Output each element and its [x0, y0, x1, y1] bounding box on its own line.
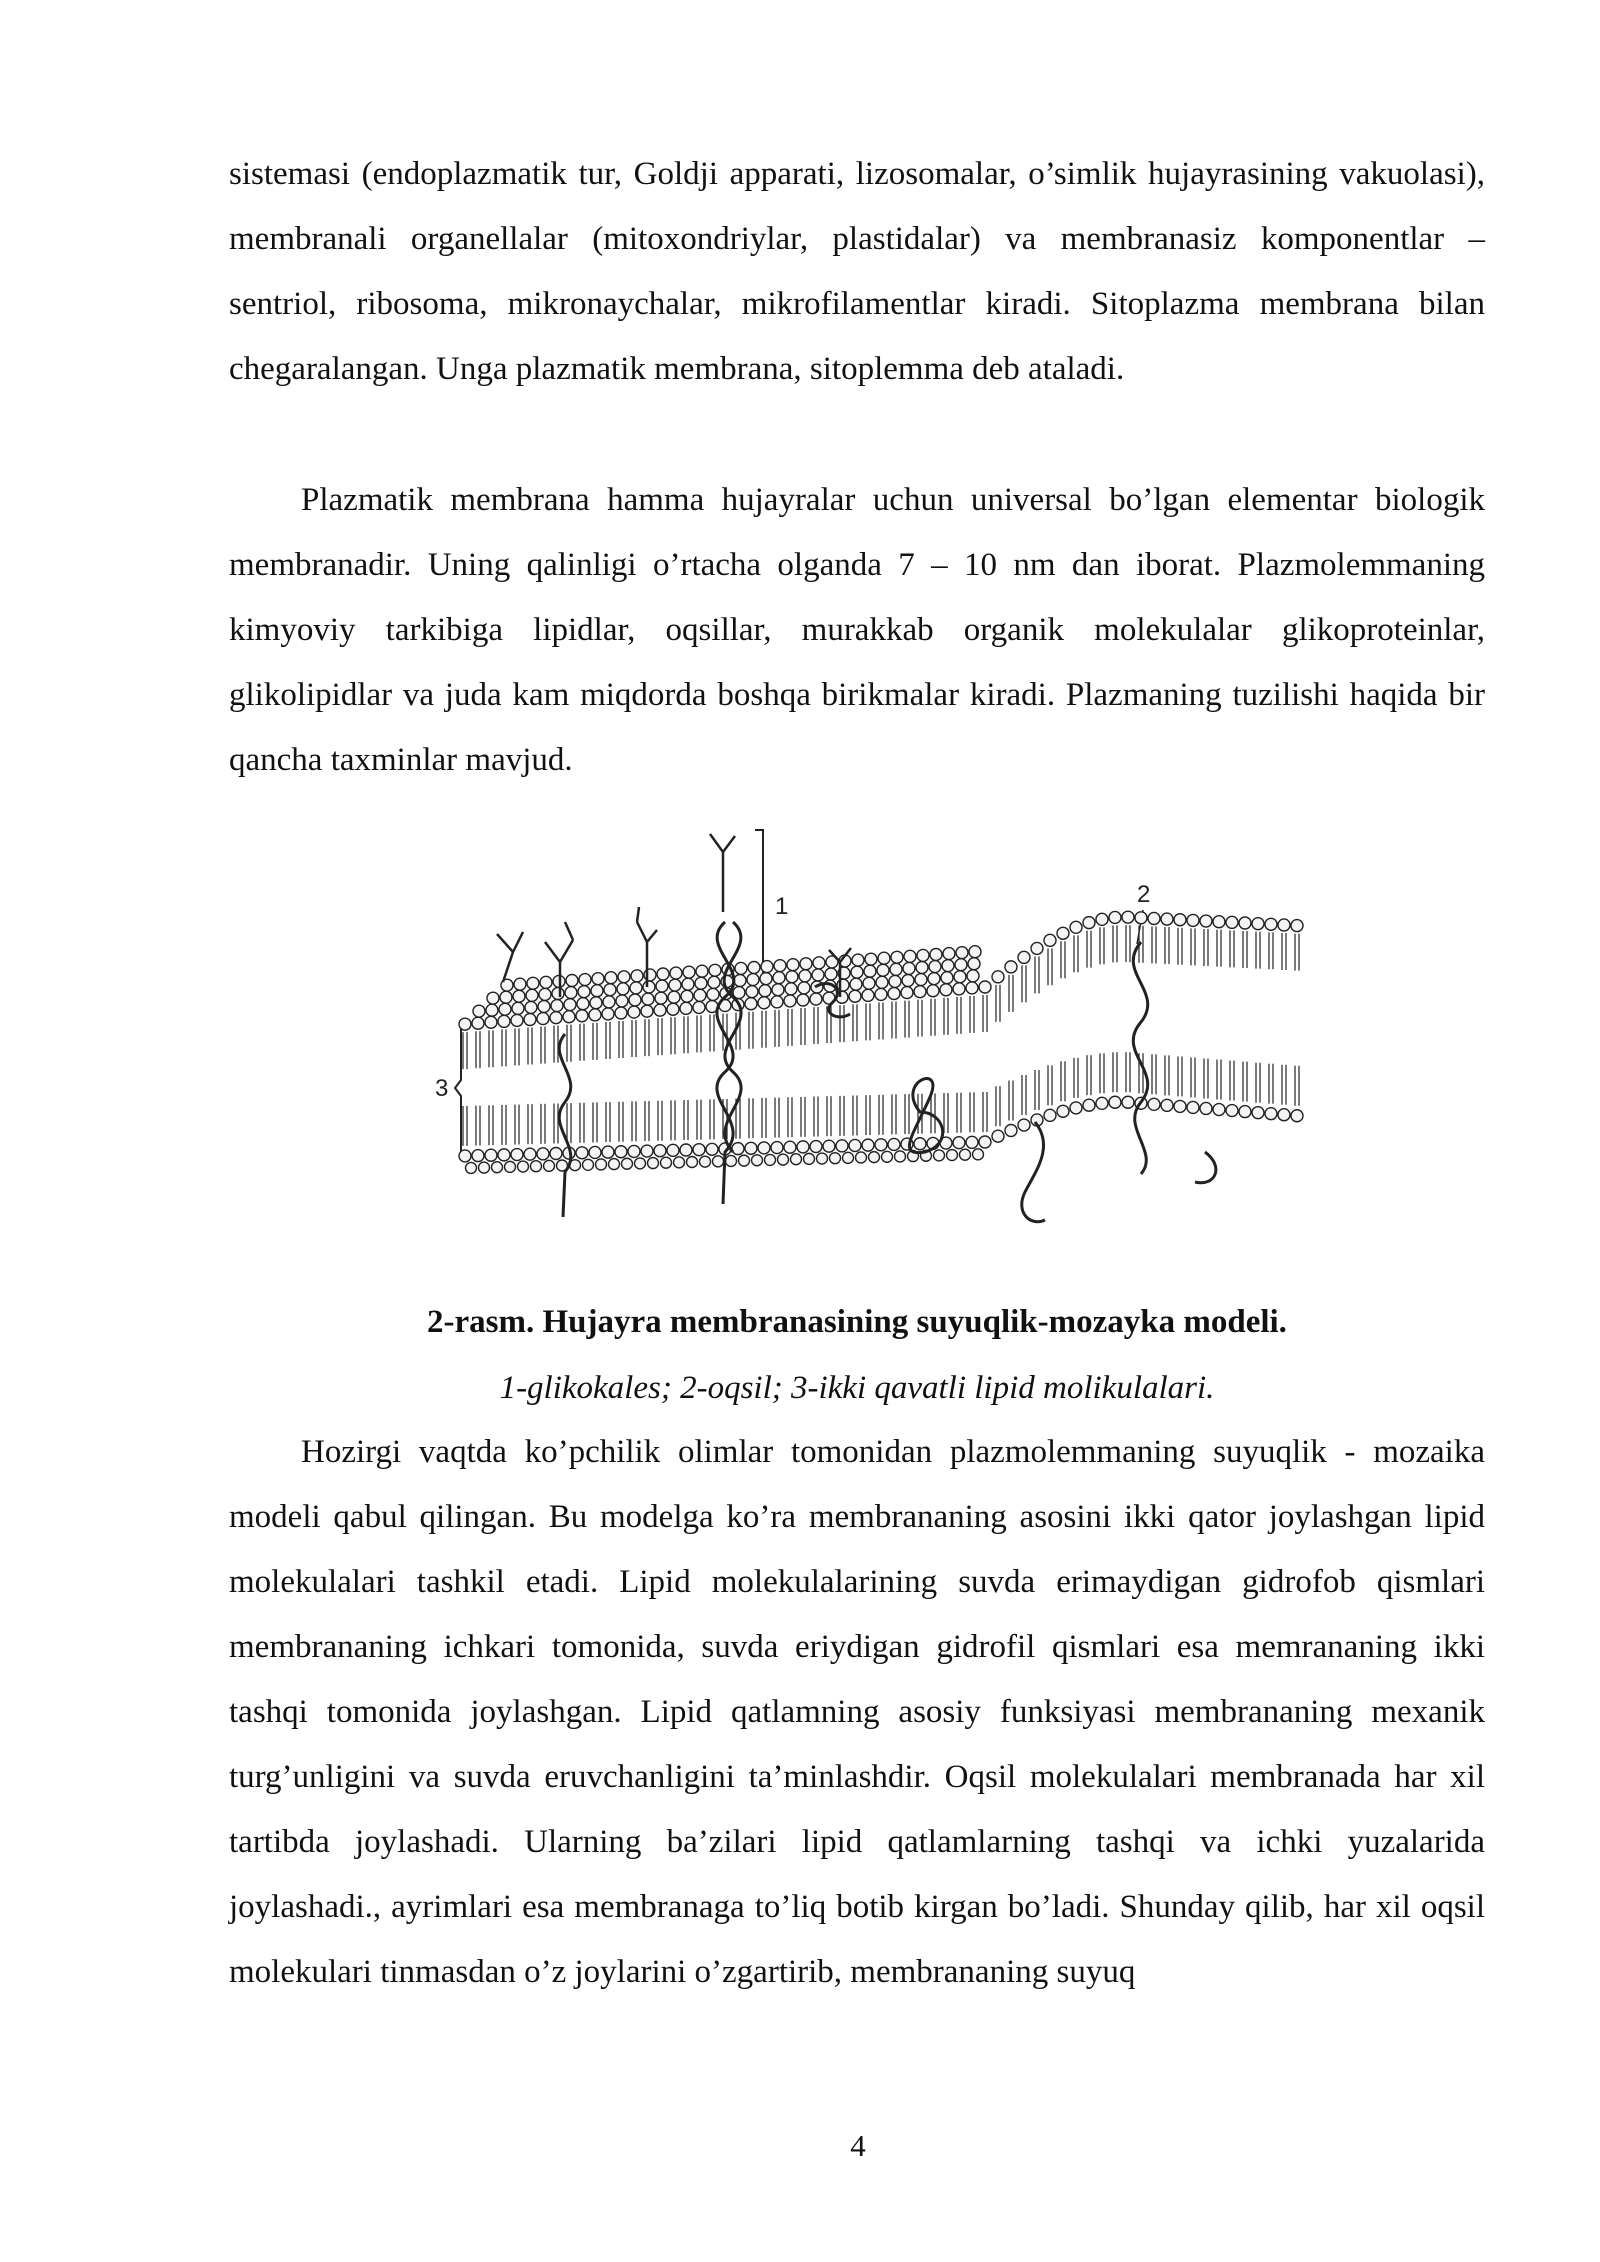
lipid-head	[648, 1158, 659, 1169]
lipid-head	[485, 1149, 497, 1161]
lipid-head	[669, 979, 681, 991]
lipid-head	[739, 1155, 750, 1166]
lipid-head	[459, 1018, 471, 1030]
lipid-head	[758, 1142, 770, 1154]
lipid-head	[942, 960, 954, 972]
lipid-head	[518, 1161, 529, 1172]
lipid-head	[1291, 920, 1303, 932]
lipid-head	[539, 988, 551, 1000]
lipid-head	[1239, 917, 1251, 929]
lipid-head	[726, 1155, 737, 1166]
lipid-head	[605, 972, 617, 984]
lipid-head	[1057, 927, 1069, 939]
lipid-head	[973, 1149, 984, 1160]
lipid-head	[591, 985, 603, 997]
lipid-head	[551, 1000, 563, 1012]
lipid-head	[1161, 1099, 1173, 1111]
lipid-head	[552, 988, 564, 1000]
lipid-head	[1135, 912, 1147, 924]
lipid-head	[830, 1153, 841, 1164]
lipid-head	[1005, 1124, 1017, 1136]
lipid-head	[479, 1162, 490, 1173]
lipid-head	[968, 958, 980, 970]
lipid-head	[706, 1143, 718, 1155]
lipid-head	[1122, 1096, 1134, 1108]
lipid-head	[1044, 1109, 1056, 1121]
lipid-head	[682, 978, 694, 990]
lipid-head	[589, 1146, 601, 1158]
lipid-head	[1031, 942, 1043, 954]
lipid-head	[1018, 1119, 1030, 1131]
lipid-head	[670, 967, 682, 979]
lipid-head	[785, 983, 797, 995]
lipid-head	[784, 1141, 796, 1153]
lipid-head	[1187, 914, 1199, 926]
lipid-head	[967, 970, 979, 982]
lipid-head	[713, 1156, 724, 1167]
lipid-head	[1278, 919, 1290, 931]
lipid-head	[709, 964, 721, 976]
lipid-head	[566, 975, 578, 987]
lipid-head	[903, 962, 915, 974]
lipid-head	[969, 946, 981, 958]
lipid-head	[596, 1159, 607, 1170]
bilayer-bracket	[455, 1022, 467, 1152]
fluid-mosaic-membrane-illustration	[425, 822, 1330, 1252]
lipid-head	[772, 984, 784, 996]
lipid-head	[655, 992, 667, 1004]
lipid-head	[966, 982, 978, 994]
lipid-head	[877, 964, 889, 976]
lipid-head	[661, 1157, 672, 1168]
lipid-head	[695, 977, 707, 989]
lipid-head	[960, 1149, 971, 1160]
lipid-head	[778, 1154, 789, 1165]
lipid-head	[630, 982, 642, 994]
lipid-head	[674, 1157, 685, 1168]
lipid-head	[745, 998, 757, 1010]
lipid-head	[798, 982, 810, 994]
lipid-head	[499, 1003, 511, 1015]
lipid-head	[514, 978, 526, 990]
figure-caption-legend: 1-glikokales; 2-oqsil; 3-ikki qavatli lipid molikulalari.	[499, 1370, 1215, 1406]
lipid-head	[641, 1005, 653, 1017]
paragraph-1: sistemasi (endoplazmatik tur, Goldji apparati, lizosomalar, o’simlik hujayrasining vakuolasi), membranali organellalar (mitoxondriylar, plastidalar) va membranasiz komponentlar – sentriol, ribosoma, mikronaychalar, mikrofilamentlar kiradi. Sitoplazma membrana bilan chegaralangan. Unga plazmatik membrana, sitoplemma deb ataladi.	[229, 156, 1485, 387]
lipid-head	[473, 1005, 485, 1017]
lipid-head	[708, 976, 720, 988]
lipid-head	[800, 958, 812, 970]
lipid-head	[1018, 951, 1030, 963]
lipid-head	[784, 995, 796, 1007]
figure-caption-title: 2-rasm. Hujayra membranasining suyuqlik-mozayka modeli.	[427, 1304, 1287, 1340]
lipid-head	[953, 983, 965, 995]
lipid-head	[1096, 1097, 1108, 1109]
lipid-head	[914, 1138, 926, 1150]
lipid-head	[856, 1152, 867, 1163]
lipid-head	[564, 999, 576, 1011]
lipid-head	[1096, 913, 1108, 925]
lipid-head	[941, 972, 953, 984]
lipid-head	[804, 1153, 815, 1164]
lipid-head	[643, 981, 655, 993]
lipid-head	[746, 986, 758, 998]
lipid-head	[668, 991, 680, 1003]
lipid-head	[864, 965, 876, 977]
lipid-head	[550, 1012, 562, 1024]
lipid-head	[694, 989, 706, 1001]
lipid-head	[1174, 914, 1186, 926]
lipid-head	[616, 995, 628, 1007]
lipid-head	[687, 1157, 698, 1168]
lipid-head	[693, 1144, 705, 1156]
lipid-head	[947, 1150, 958, 1161]
lipid-head	[797, 1141, 809, 1153]
lipid-head	[1187, 1101, 1199, 1113]
lipid-head	[604, 984, 616, 996]
lipid-head	[787, 959, 799, 971]
lipid-head	[527, 977, 539, 989]
lipid-head	[878, 952, 890, 964]
lipid-head	[954, 971, 966, 983]
lipid-head	[953, 1137, 965, 1149]
lipid-head	[524, 1148, 536, 1160]
lipid-head	[863, 977, 875, 989]
lipid-head	[823, 1140, 835, 1152]
lipid-head	[889, 975, 901, 987]
lipid-head	[760, 973, 772, 985]
lipid-head	[524, 1014, 536, 1026]
paragraph-3: Hozirgi vaqtda ko’pchilik olimlar tomonidan plazmolemmaning suyuqlik - mozaika modeli qabul qilingan. Bu modelga ko’ra membrananing asosini ikki qator joylashgan lipid molekulalari tashkil etadi. Lipid molekulalarining suvda erimaydigan gidrofob qismlari membrananing ichkari tomonida, suvda eriydigan gidrofil qismlari esa memrananing ikki tashqi tomonida joylashgan. Lipid qatlamning asosiy funksiyasi membrananing mexanik turg’unligini va suvda eruvchanligini ta’minlashdir. Oqsil molekulalari membranada har xil tartibda joylashadi. Ularning ba’zilari lipid qatlamlarning tashqi va ichki yuzalarida joylashadi., ayrimlari esa membranaga to’liq botib kirgan bo’ladi. Shunday qilib, har xil oqsil molekulari tinmasdan o’z joylarini o’zgartirib, membrananing suyuq	[229, 1434, 1485, 1990]
figure-label-2: 2	[1137, 881, 1151, 908]
lipid-head	[890, 963, 902, 975]
lipid-head	[657, 968, 669, 980]
lipid-head	[696, 965, 708, 977]
lipid-head	[797, 994, 809, 1006]
lipid-head	[618, 971, 630, 983]
lipid-head	[680, 1002, 692, 1014]
lipid-head	[540, 976, 552, 988]
lipid-head	[895, 1151, 906, 1162]
lipid-head	[956, 947, 968, 959]
membrane-figure	[425, 822, 1330, 1252]
lipid-head	[955, 959, 967, 971]
lipid-head	[745, 1142, 757, 1154]
lipid-head	[1265, 918, 1277, 930]
lipid-head	[511, 1149, 523, 1161]
lipid-head	[681, 990, 693, 1002]
lipid-head	[929, 961, 941, 973]
lipid-heads-top-layer	[459, 911, 1303, 1030]
lipid-head	[774, 960, 786, 972]
lipid-head	[513, 990, 525, 1002]
lipid-head	[641, 1145, 653, 1157]
lipid-head	[773, 972, 785, 984]
lipid-head	[563, 1011, 575, 1023]
lipid-head	[882, 1151, 893, 1162]
lipid-head	[849, 990, 861, 1002]
lipid-head	[810, 993, 822, 1005]
lipid-head	[472, 1017, 484, 1029]
lipid-head	[472, 1150, 484, 1162]
lipid-head	[836, 1140, 848, 1152]
lipid-head	[487, 992, 499, 1004]
lipid-head	[765, 1154, 776, 1165]
lipid-head	[615, 1146, 627, 1158]
lipid-head	[817, 1153, 828, 1164]
lipid-head	[1161, 913, 1173, 925]
lipid-head	[810, 1141, 822, 1153]
figure-label-1: 1	[775, 893, 789, 920]
lipid-head	[761, 961, 773, 973]
lipid-head	[1239, 1106, 1251, 1118]
lipid-head	[799, 970, 811, 982]
lipid-head	[904, 950, 916, 962]
lipid-head	[680, 1144, 692, 1156]
lipid-head	[590, 997, 602, 1009]
lipid-head	[771, 1142, 783, 1154]
lipid-head	[492, 1162, 503, 1173]
lipid-head	[631, 970, 643, 982]
lipid-head	[531, 1161, 542, 1172]
lipid-head	[862, 1139, 874, 1151]
lipid-head	[1083, 1099, 1095, 1111]
lipid-head	[576, 1010, 588, 1022]
lipid-head	[902, 975, 914, 987]
lipid-head	[748, 962, 760, 974]
figure-label-3: 3	[435, 1075, 449, 1102]
lipid-head	[707, 988, 719, 1000]
lipid-head	[758, 997, 770, 1009]
lipid-head	[917, 949, 929, 961]
lipid-head	[1252, 918, 1264, 930]
lipid-head	[865, 953, 877, 965]
lipid-head	[550, 1147, 562, 1159]
lipid-head	[667, 1144, 679, 1156]
lipid-head	[843, 1152, 854, 1163]
lipid-head	[979, 1136, 991, 1148]
lipid-head	[1148, 1098, 1160, 1110]
lipid-head	[700, 1156, 711, 1167]
lipid-head	[498, 1149, 510, 1161]
lipid-head	[485, 1016, 497, 1028]
lipid-head	[505, 1161, 516, 1172]
lipid-head	[1213, 1104, 1225, 1116]
lipid-head	[578, 986, 590, 998]
lipid-head	[914, 986, 926, 998]
lipid-head	[511, 1014, 523, 1026]
lipid-head	[579, 974, 591, 986]
lipid-head	[747, 974, 759, 986]
lipid-head	[869, 1152, 880, 1163]
lipid-head	[602, 1008, 614, 1020]
lipid-head	[583, 1159, 594, 1170]
lipid-head	[1148, 912, 1160, 924]
lipid-head	[1109, 911, 1121, 923]
lipid-head	[592, 973, 604, 985]
lipid-head	[735, 962, 747, 974]
lipid-head	[1226, 1105, 1238, 1117]
lipid-head	[876, 976, 888, 988]
lipid-head	[1109, 1096, 1121, 1108]
lipid-head	[875, 1139, 887, 1151]
lipid-head	[891, 951, 903, 963]
lipid-head	[888, 988, 900, 1000]
lipid-head	[992, 1130, 1004, 1142]
lipid-head	[589, 1009, 601, 1021]
lipid-head	[934, 1150, 945, 1161]
lipid-head	[875, 988, 887, 1000]
lipid-head	[654, 1004, 666, 1016]
lipid-head	[1278, 1109, 1290, 1121]
lipid-head	[943, 948, 955, 960]
lipid-head	[1174, 1100, 1186, 1112]
lipid-head	[1070, 1102, 1082, 1114]
lipid-head	[577, 998, 589, 1010]
lipid-head	[628, 1006, 640, 1018]
lipid-head	[1083, 917, 1095, 929]
lipid-head	[1200, 915, 1212, 927]
lipid-head	[928, 973, 940, 985]
lipid-head	[537, 1013, 549, 1025]
lipid-head	[1213, 916, 1225, 928]
lipid-head	[888, 1138, 900, 1150]
lipid-head	[916, 962, 928, 974]
lipid-head	[1291, 1110, 1303, 1122]
lipid-head	[603, 996, 615, 1008]
lipid-head	[537, 1148, 549, 1160]
lipid-head	[851, 966, 863, 978]
lipid-head	[852, 954, 864, 966]
lipid-head	[927, 985, 939, 997]
lipid-head	[825, 968, 837, 980]
lipid-head	[609, 1159, 620, 1170]
lipid-head	[486, 1004, 498, 1016]
lipid-head	[1070, 921, 1082, 933]
lipid-head	[915, 974, 927, 986]
lipid-head	[850, 978, 862, 990]
lipid-head	[615, 1007, 627, 1019]
lipid-head	[628, 1145, 640, 1157]
paragraph-2: Plazmatik membrana hamma hujayralar uchun universal bo’lgan elementar biologik membranadir. Uning qalinligi o’rtacha olganda 7 – 10 nm dan iborat. Plazmolemmaning kimyoviy tarkibiga lipidlar, oqsillar, murakkab organik molekulalar glikoproteinlar, glikolipidlar va juda kam miqdorda boshqa birikmalar kiradi. Plazmaning tuzilishi haqida bir qancha taxminlar mavjud.	[229, 482, 1485, 778]
lipid-heads-bottom-layer	[459, 1096, 1303, 1173]
lipid-head	[654, 1145, 666, 1157]
lipid-head	[813, 957, 825, 969]
lipid-head	[693, 1001, 705, 1013]
lipid-head	[966, 1136, 978, 1148]
lipid-head	[683, 966, 695, 978]
lipid-head	[656, 980, 668, 992]
lipid-head	[1200, 1102, 1212, 1114]
lipid-head	[1005, 961, 1017, 973]
lipid-head	[1252, 1107, 1264, 1119]
lipid-head	[498, 1015, 510, 1027]
lipid-head	[512, 1002, 524, 1014]
lipid-head	[771, 996, 783, 1008]
lipid-head	[862, 989, 874, 1001]
lipid-head	[812, 969, 824, 981]
lipid-head	[759, 985, 771, 997]
lipid-head	[466, 1162, 477, 1173]
page-number: 4	[850, 2128, 866, 2163]
lipid-head	[849, 1139, 861, 1151]
lipid-head	[1057, 1105, 1069, 1117]
lipid-head	[752, 1155, 763, 1166]
lipid-head	[1265, 1108, 1277, 1120]
lipid-head	[979, 981, 991, 993]
lipid-head	[732, 1143, 744, 1155]
lipid-head	[791, 1154, 802, 1165]
lipid-head	[602, 1146, 614, 1158]
lipid-head	[525, 1001, 537, 1013]
lipid-head	[629, 994, 641, 1006]
lipid-head	[667, 1003, 679, 1015]
lipid-head	[786, 971, 798, 983]
lipid-head	[635, 1158, 646, 1169]
lipid-head	[930, 949, 942, 961]
lipid-head	[1044, 934, 1056, 946]
lipid-head	[617, 983, 629, 995]
lipid-head	[992, 971, 1004, 983]
lipid-head	[459, 1150, 471, 1162]
lipid-head	[940, 984, 952, 996]
lipid-head	[565, 987, 577, 999]
lipid-head	[642, 993, 654, 1005]
lipid-head	[538, 1001, 550, 1013]
lipid-head	[901, 987, 913, 999]
lipid-head	[1226, 916, 1238, 928]
lipid-head	[526, 989, 538, 1001]
lipid-head	[500, 991, 512, 1003]
lipid-head	[576, 1147, 588, 1159]
lipid-head	[1122, 911, 1134, 923]
lipid-head	[622, 1158, 633, 1169]
lipid-head	[734, 975, 746, 987]
lipid-head	[544, 1160, 555, 1171]
